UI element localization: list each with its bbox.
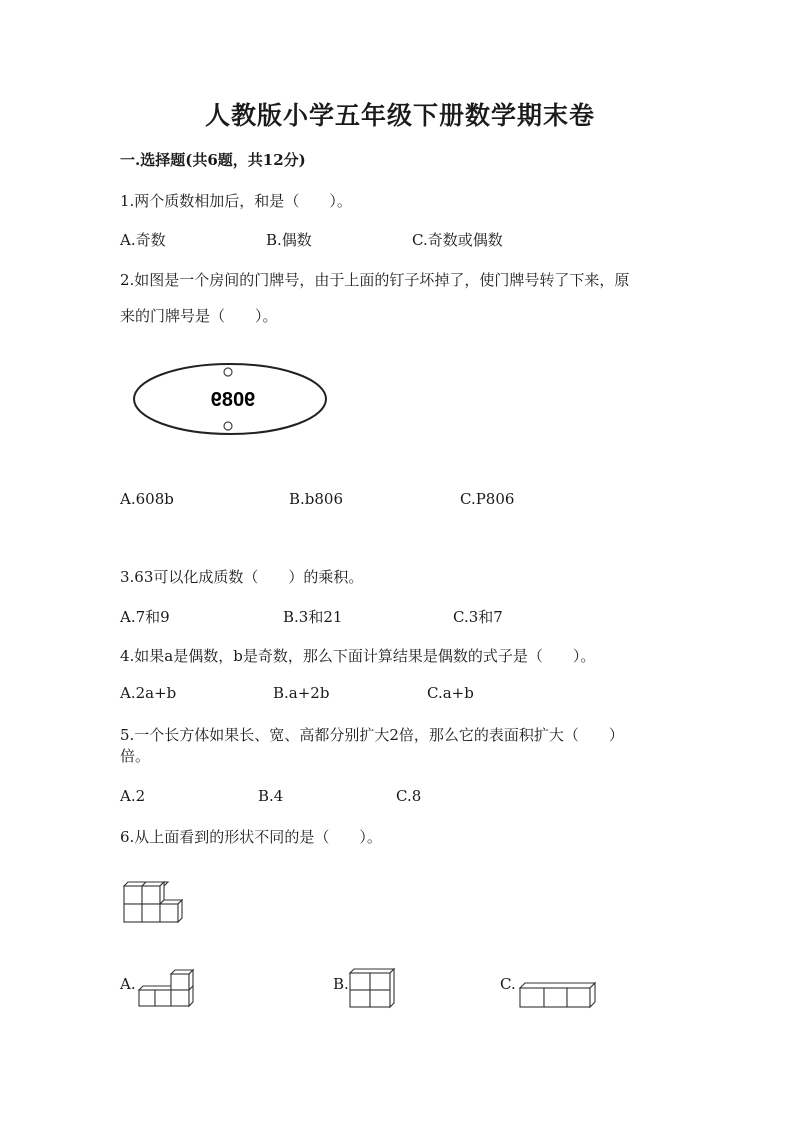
page-title: 人教版小学五年级下册数学期末卷 xyxy=(204,101,595,130)
q4-option-c[interactable]: C.a+b xyxy=(427,684,474,702)
question-1: 1.两个质数相加后，和是（ ）。 xyxy=(120,192,352,210)
question-6: 6.从上面看到的形状不同的是（ ）。 xyxy=(120,828,382,846)
q2-option-a[interactable]: A.608b xyxy=(120,490,174,508)
q5-option-c[interactable]: C.8 xyxy=(396,787,422,805)
door-plate-number: 9089 xyxy=(210,389,256,411)
q4-option-a[interactable]: A.2a+b xyxy=(120,684,177,702)
q2-option-c[interactable]: C.P806 xyxy=(460,490,515,508)
q6-option-c-figure xyxy=(517,980,601,1010)
q4-option-b[interactable]: B.a+2b xyxy=(273,684,330,702)
q6-option-c[interactable]: C. xyxy=(500,975,516,993)
q1-option-a[interactable]: A.奇数 xyxy=(120,231,166,249)
q6-option-a-figure xyxy=(137,966,199,1010)
cube-stack-figure xyxy=(120,878,190,928)
q2-option-b[interactable]: B.b806 xyxy=(289,490,344,508)
q5-option-b[interactable]: B.4 xyxy=(258,787,284,805)
q3-option-b[interactable]: B.3和21 xyxy=(283,608,343,626)
question-5-line-2: 倍。 xyxy=(120,747,151,765)
q3-option-c[interactable]: C.3和7 xyxy=(453,608,503,626)
q3-option-a[interactable]: A.7和9 xyxy=(120,608,170,626)
q6-option-b[interactable]: B. xyxy=(333,975,349,993)
nail-hole-bottom xyxy=(224,422,232,430)
q6-option-a[interactable]: A. xyxy=(120,975,136,993)
q1-option-b[interactable]: B.偶数 xyxy=(266,231,312,249)
q1-option-c[interactable]: C.奇数或偶数 xyxy=(412,231,503,249)
question-3: 3.63可以化成质数（ ）的乘积。 xyxy=(120,568,364,586)
nail-hole-top xyxy=(224,368,232,376)
door-plate-figure xyxy=(130,362,334,436)
question-5-line-1: 5.一个长方体如果长、宽、高都分别扩大2倍，那么它的表面积扩大（ ） xyxy=(120,726,624,744)
section-heading: 一.选择题(共6题，共12分) xyxy=(120,151,306,169)
q6-option-b-figure xyxy=(348,966,408,1010)
question-2-line-1: 2.如图是一个房间的门牌号，由于上面的钉子坏掉了，使门牌号转了下来，原 xyxy=(120,271,630,289)
question-4: 4.如果a是偶数，b是奇数，那么下面计算结果是偶数的式子是（ ）。 xyxy=(120,647,596,665)
q5-option-a[interactable]: A.2 xyxy=(120,787,146,805)
question-2-line-2: 来的门牌号是（ ）。 xyxy=(120,307,278,325)
